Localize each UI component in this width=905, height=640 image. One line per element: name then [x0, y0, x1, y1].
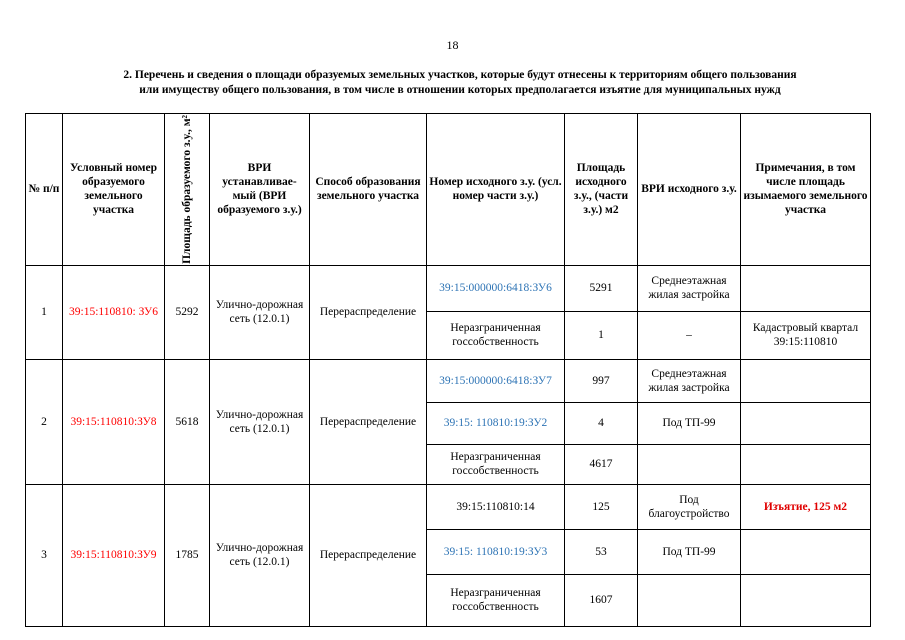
header-source-number: Номер исходного з.у. (усл. номер части з.у.): [427, 114, 565, 266]
row-num: 2: [26, 359, 63, 484]
source-number: 39:15:000000:6418:ЗУ7: [427, 359, 565, 402]
notes: [741, 265, 871, 311]
vri: Улично-дорожная сеть (12.0.1): [210, 265, 310, 359]
notes: [741, 574, 871, 626]
header-row: [26, 114, 871, 266]
header-notes: Примечания, в том числе площадь изымаемого земельного участка: [741, 114, 871, 266]
notes: Кадастровый квартал 39:15:110810: [741, 311, 871, 359]
vri: Улично-дорожная сеть (12.0.1): [210, 359, 310, 484]
area: 1785: [165, 484, 210, 626]
notes: [741, 444, 871, 484]
source-number: 39:15:110810:14: [427, 484, 565, 529]
notes: [741, 359, 871, 402]
title-line-2: или имуществу общего пользования, в том числе в отношении которых предполагается изъятие для муниципальных нужд: [139, 84, 781, 96]
header-method: Способ образования земельного участка: [310, 114, 427, 266]
header-area: [165, 114, 210, 266]
source-number: Неразграниченная госсобственность: [427, 444, 565, 484]
source-number: Неразграниченная госсобственность: [427, 311, 565, 359]
header-num: № п/п: [26, 114, 63, 266]
area: 5292: [165, 265, 210, 359]
source-number: 39:15: 110810:19:ЗУ2: [427, 402, 565, 444]
notes: Изъятие, 125 м2: [741, 484, 871, 529]
row-num: 3: [26, 484, 63, 626]
parcels-table: [25, 113, 871, 627]
table-row: [26, 359, 871, 402]
source-vri: [638, 574, 741, 626]
conditional-number: 39:15:110810:ЗУ9: [63, 484, 165, 626]
header-source-vri: ВРИ исходного з.у.: [638, 114, 741, 266]
source-area: 1: [565, 311, 638, 359]
header-area-text: Площадь образуемого з.у., м²: [180, 115, 193, 264]
source-area: 1607: [565, 574, 638, 626]
conditional-number: 39:15:110810: ЗУ6: [63, 265, 165, 359]
source-vri: Под ТП-99: [638, 402, 741, 444]
source-vri: –: [638, 311, 741, 359]
notes: [741, 529, 871, 574]
header-conditional-number: Условный номер образуемого земельного участка: [63, 114, 165, 266]
row-num: 1: [26, 265, 63, 359]
page-number: 18: [446, 38, 459, 52]
method: Перераспределение: [310, 265, 427, 359]
conditional-number: 39:15:110810:ЗУ8: [63, 359, 165, 484]
source-area: 997: [565, 359, 638, 402]
source-number: 39:15:000000:6418:ЗУ6: [427, 265, 565, 311]
area: 5618: [165, 359, 210, 484]
source-area: 5291: [565, 265, 638, 311]
source-vri: Среднеэтажная жилая застройка: [638, 359, 741, 402]
method: Перераспределение: [310, 484, 427, 626]
header-source-area: Площадь исходного з.у., (части з.у.) м2: [565, 114, 638, 266]
method: Перераспределение: [310, 359, 427, 484]
vri: Улично-дорожная сеть (12.0.1): [210, 484, 310, 626]
table-row: [26, 265, 871, 311]
source-area: 4: [565, 402, 638, 444]
notes: [741, 402, 871, 444]
source-vri: Под ТП-99: [638, 529, 741, 574]
source-area: 125: [565, 484, 638, 529]
source-vri: [638, 444, 741, 484]
section-title: [60, 68, 860, 98]
header-vri: ВРИ устанавливае-мый (ВРИ образуемого з.у.): [210, 114, 310, 266]
source-vri: Среднеэтажная жилая застройка: [638, 265, 741, 311]
source-vri: Под благоустройство: [638, 484, 741, 529]
title-line-1: 2. Перечень и сведения о площади образуемых земельных участков, которые будут отнесены к территориям общего пользования: [123, 69, 797, 81]
source-number: 39:15: 110810:19:ЗУ3: [427, 529, 565, 574]
source-number: Неразграниченная госсобственность: [427, 574, 565, 626]
table-row: [26, 484, 871, 529]
source-area: 53: [565, 529, 638, 574]
source-area: 4617: [565, 444, 638, 484]
